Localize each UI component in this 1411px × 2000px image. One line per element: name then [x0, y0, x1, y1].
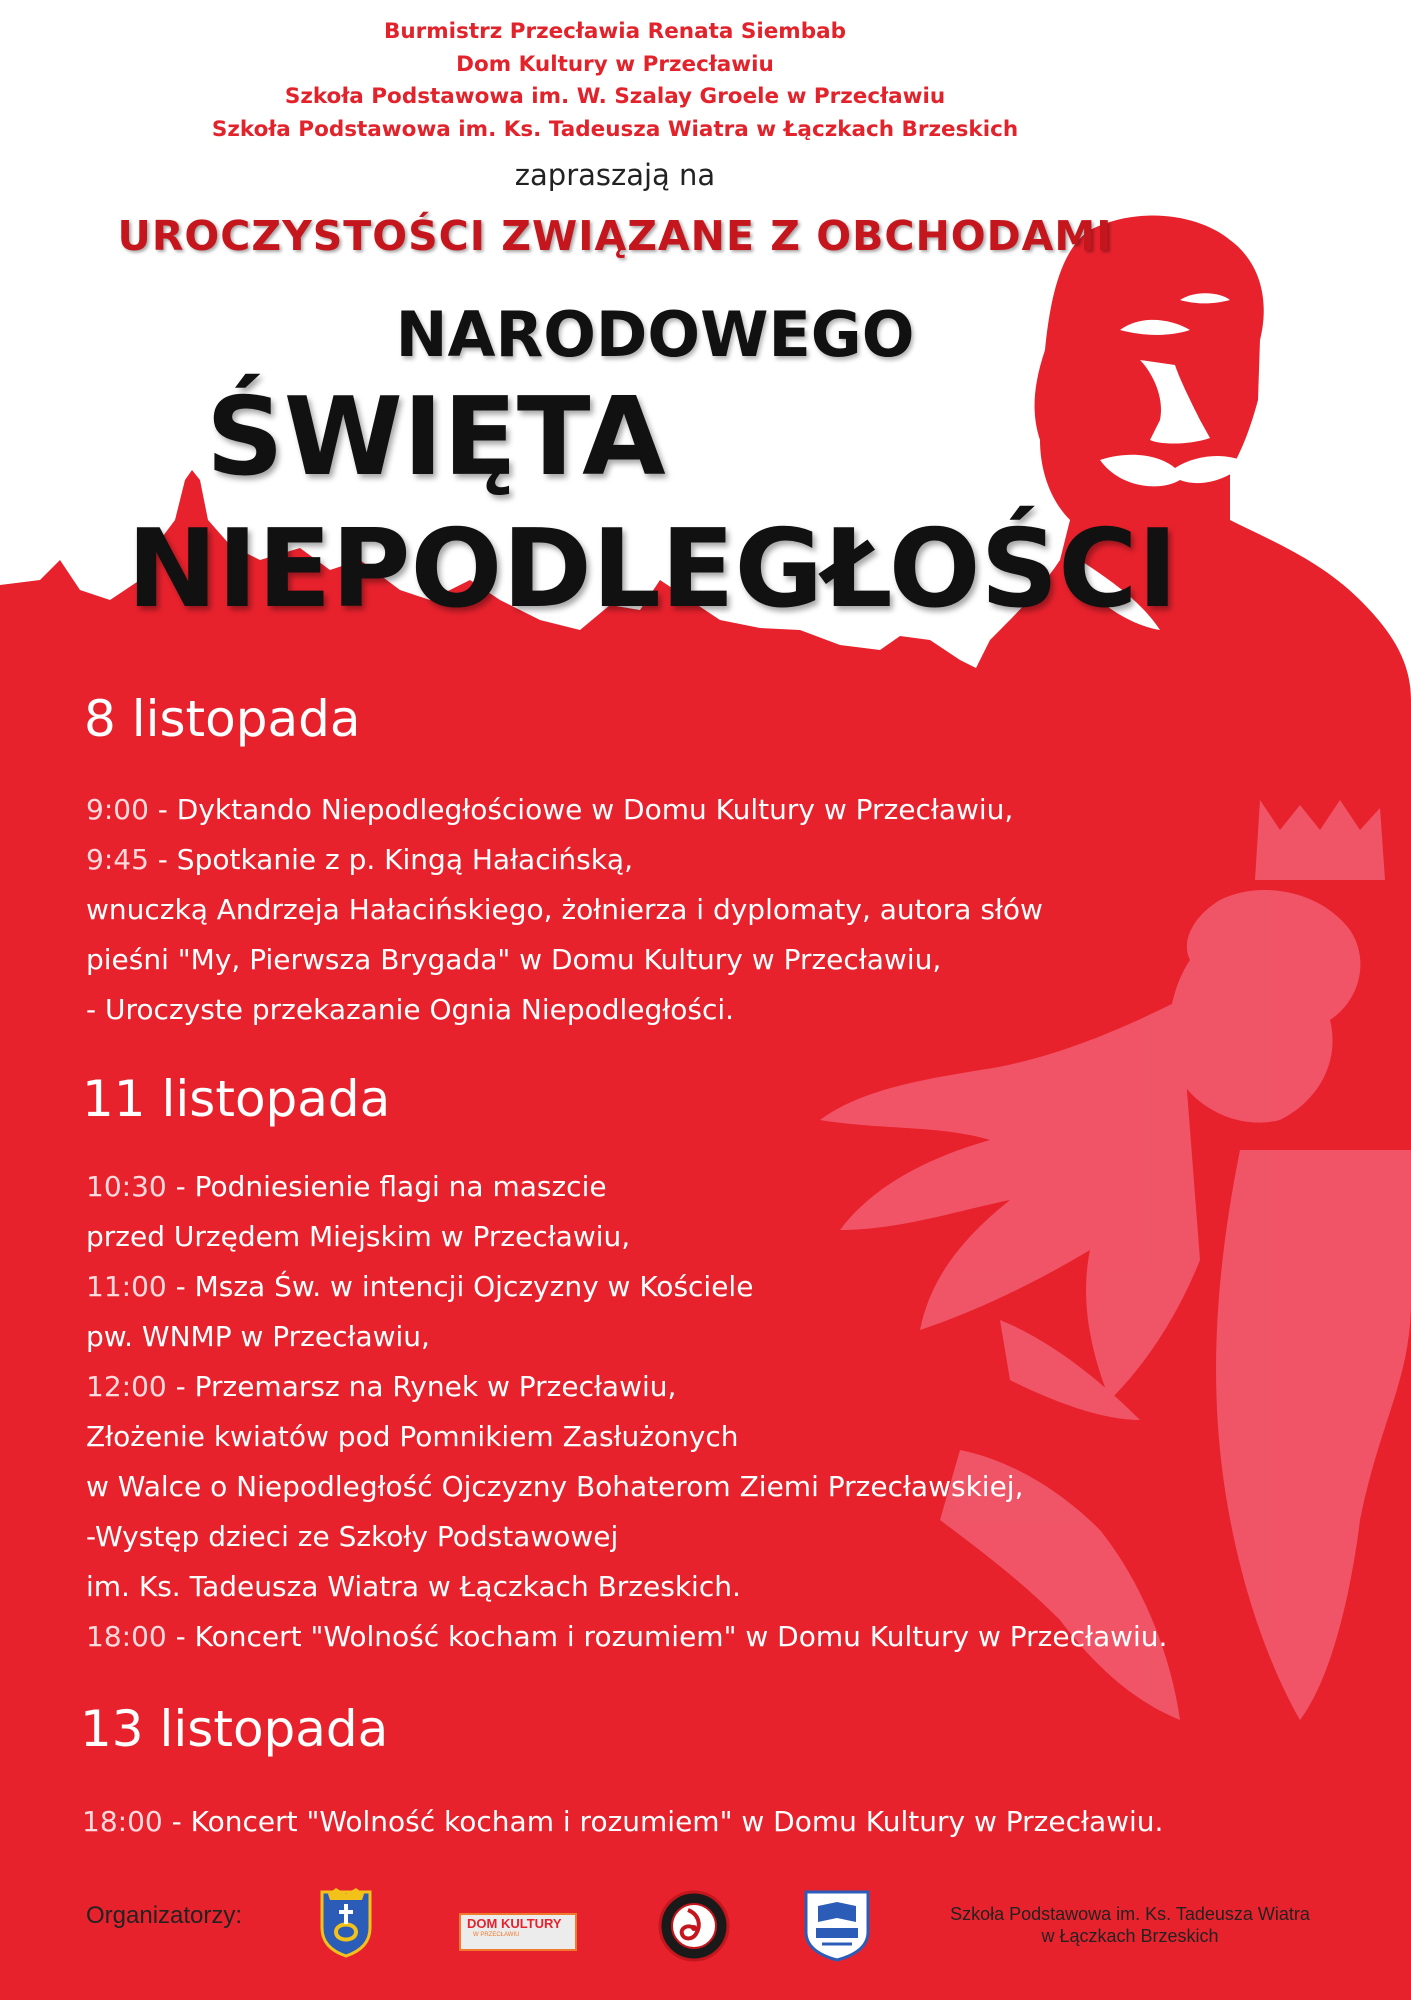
event-time: 9:45 — [86, 843, 149, 876]
event-line — [86, 835, 1043, 885]
event-text: przed Urzędem Miejskim w Przecławiu, — [86, 1220, 631, 1253]
event-line — [86, 785, 1043, 835]
event-text: wnuczką Andrzeja Hałacińskiego, żołnierza i dyplomaty, autora słów — [86, 893, 1043, 926]
school-line-1: Szkoła Podstawowa im. Ks. Tadeusza Wiatra — [950, 1904, 1310, 1924]
dom-kultury-logo-subtext: W PRZECŁAWIU — [473, 1932, 520, 1938]
event-text: - Koncert "Wolność kocham i rozumiem" w Domu Kultury w Przecławiu. — [162, 1805, 1164, 1838]
school-szalay-groele-logo — [802, 1888, 872, 1962]
event-line — [86, 1162, 1167, 1212]
day-heading: 8 listopada — [84, 690, 361, 748]
organizer-line: Burmistrz Przecławia Renata Siembab — [383, 19, 846, 44]
event-time: 18:00 — [82, 1805, 163, 1838]
title-line-1: NARODOWEGO — [395, 298, 915, 371]
event-line — [86, 1612, 1167, 1662]
event-text: - Przemarsz na Rynek w Przecławiu, — [166, 1370, 677, 1403]
event-text: - Dyktando Niepodległościowe w Domu Kultury w Przecławiu, — [148, 793, 1014, 826]
event-text: pieśni "My, Pierwsza Brygada" w Domu Kultury w Przecławiu, — [86, 943, 942, 976]
day-heading: 11 listopada — [82, 1070, 391, 1128]
dom-kultury-logo — [459, 1913, 577, 1951]
event-time: 10:30 — [86, 1170, 167, 1203]
event-text: Złożenie kwiatów pod Pomnikiem Zasłużonych — [86, 1420, 739, 1453]
event-time: 12:00 — [86, 1370, 167, 1403]
event-line — [86, 1462, 1167, 1512]
event-line — [86, 885, 1043, 935]
event-time: 9:00 — [86, 793, 149, 826]
event-text: - Spotkanie z p. Kingą Hałacińską, — [148, 843, 633, 876]
event-text: - Podniesienie flagi na maszcie — [166, 1170, 607, 1203]
event-text: - Uroczyste przekazanie Ognia Niepodległości. — [86, 993, 735, 1026]
organizer-line: Dom Kultury w Przecławiu — [456, 51, 774, 77]
event-text: - Msza Św. w intencji Ojczyzny w Kościele — [166, 1270, 754, 1303]
event-line — [86, 985, 1043, 1035]
event-time: 11:00 — [86, 1270, 167, 1303]
orchestra-logo — [658, 1890, 730, 1962]
organizer-line: Szkoła Podstawowa im. W. Szalay Groele w Przecławiu — [284, 84, 946, 109]
dom-kultury-logo-text: DOM KULTURY — [467, 1916, 562, 1931]
title-line-2: ŚWIĘTA — [206, 375, 666, 500]
event-line — [82, 1797, 1163, 1847]
school-line-2: w Łączkach Brzeskich — [1041, 1926, 1219, 1946]
day-heading: 13 listopada — [80, 1700, 389, 1758]
school-logo-text — [930, 1903, 1330, 1947]
event-subtitle: UROCZYSTOŚCI ZWIĄZANE Z OBCHODAMI — [117, 212, 1113, 260]
organizers-header — [0, 16, 1230, 146]
event-line — [86, 1412, 1167, 1462]
event-text: pw. WNMP w Przecławiu, — [86, 1320, 430, 1353]
event-text: - Koncert "Wolność kocham i rozumiem" w Domu Kultury w Przecławiu. — [166, 1620, 1168, 1653]
event-line — [86, 1262, 1167, 1312]
event-time: 18:00 — [86, 1620, 167, 1653]
day-events — [86, 785, 1043, 1035]
organizers-label: Organizatorzy: — [86, 1902, 243, 1929]
event-line — [86, 1562, 1167, 1612]
event-text: im. Ks. Tadeusza Wiatra w Łączkach Brzeskich. — [86, 1570, 741, 1603]
event-line — [86, 1512, 1167, 1562]
day-events — [86, 1162, 1167, 1662]
event-line — [86, 1312, 1167, 1362]
day-events — [82, 1797, 1163, 1847]
invite-text: zapraszają na — [514, 158, 716, 192]
event-text: w Walce o Niepodległość Ojczyzny Bohaterom Ziemi Przecławskiej, — [86, 1470, 1024, 1503]
event-line — [86, 1362, 1167, 1412]
event-line — [86, 935, 1043, 985]
event-text: -Występ dzieci ze Szkoły Podstawowej — [86, 1520, 619, 1553]
przeclaw-coat-of-arms-logo — [318, 1888, 374, 1958]
title-line-3: NIEPODLEGŁOŚCI — [127, 507, 1178, 632]
organizer-line: Szkoła Podstawowa im. Ks. Tadeusza Wiatra w Łączkach Brzeskich — [211, 116, 1019, 142]
event-line — [86, 1212, 1167, 1262]
